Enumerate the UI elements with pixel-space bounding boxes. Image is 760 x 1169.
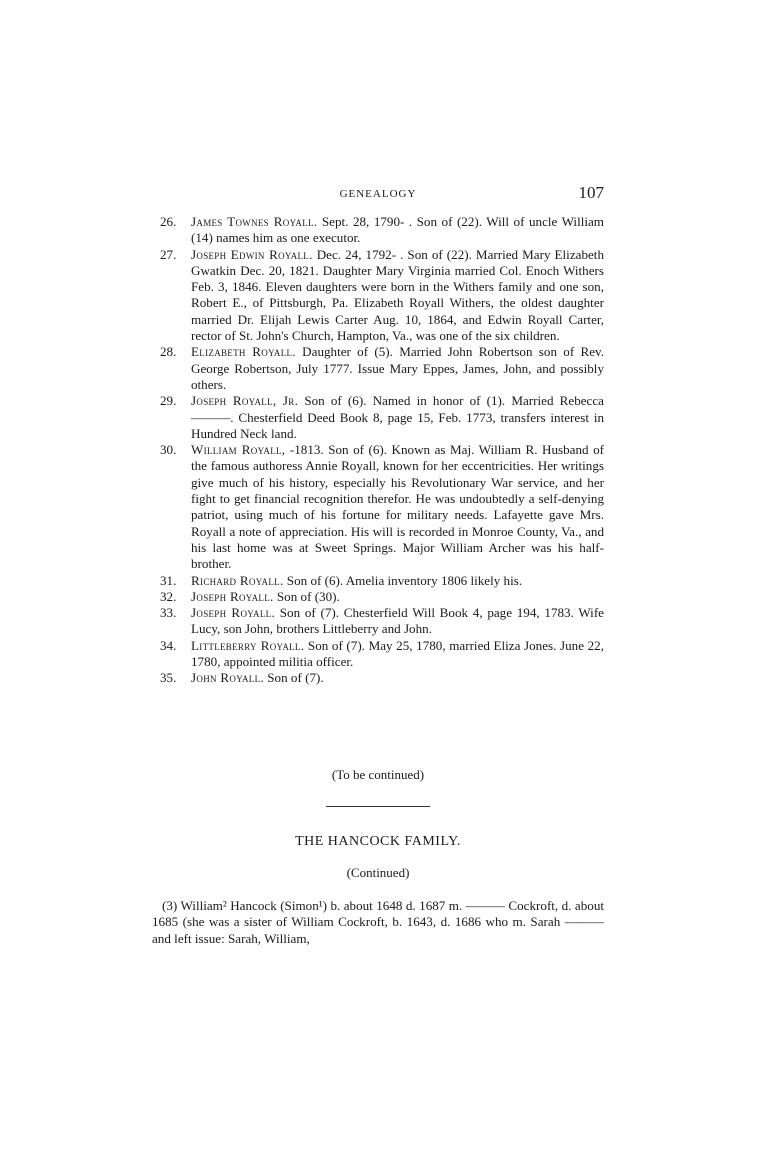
entry-name: Joseph Royall. xyxy=(191,605,276,621)
entry-name: James Townes Royall. xyxy=(191,214,318,229)
entry-number: 34. xyxy=(160,637,177,653)
entry-text: Son of (30). xyxy=(273,588,340,604)
page-number: 107 xyxy=(578,183,604,202)
genealogy-entries xyxy=(160,214,604,687)
genealogy-entry xyxy=(160,605,604,638)
entry-body xyxy=(191,589,604,605)
entry-text: -1813. Son of (6). Known as Maj. William R. Husband of the famous authoress Annie Royall, known for her eccentricities. Her writings give much of his history, especially his Revolutionary War service, and her fight to get financial recognition therefor. He was undoubtedly a self-denying patriot, using much of his fortune for military needs. Lafayette gave Mrs. Royall a note of appreciation. His will is recorded in Monroe County, Va., and his last home was at Sweet Springs. Major William Archer was his half-brother. xyxy=(191,442,604,572)
entry-name: Joseph Royall. xyxy=(191,588,274,604)
genealogy-entry xyxy=(160,247,604,345)
entry-body xyxy=(191,393,604,442)
entry-text: Son of (6). Amelia inventory 1806 likely his. xyxy=(283,572,523,588)
entry-text: Son of (7). Chesterfield Will Book 4, page 194, 1783. Wife Lucy, son John, brothers Littleberry and John. xyxy=(191,605,604,637)
entry-name: William Royall, xyxy=(191,442,286,458)
genealogy-entry xyxy=(160,442,604,572)
entry-text: Dec. 24, 1792- . Son of (22). Married Mary Elizabeth Gwatkin Dec. 20, 1821. Daughter Mary Virginia married Col. Enoch Withers Feb. 3, 1846. Eleven daughters were born in the Withers family and one son, Robert E., of Pittsburgh, Pa. Elizabeth Royall Withers, the oldest daughter married Dr. Elijah Lewis Carter Aug. 10, 1864, and Edwin Royall Carter, rector of St. John's Church, Hampton, Va., was one of the six children. xyxy=(191,246,604,344)
genealogy-entry xyxy=(160,638,604,671)
entry-text: Son of (7). May 25, 1780, married Eliza Jones. June 22, 1780, appointed militia officer. xyxy=(191,637,604,670)
entry-number: 31. xyxy=(160,572,177,588)
entry-body xyxy=(191,214,604,247)
genealogy-entry xyxy=(160,344,604,393)
entry-body xyxy=(191,442,604,572)
entry-body xyxy=(191,344,604,393)
running-title: GENEALOGY xyxy=(339,188,417,200)
genealogy-entry xyxy=(160,670,604,686)
entry-number: 26. xyxy=(160,214,177,229)
entry-number: 33. xyxy=(160,605,177,621)
to-be-continued-note: (To be continued) xyxy=(331,767,425,782)
entry-name: Littleberry Royall. xyxy=(191,637,305,653)
entry-name: Joseph Royall, Jr. xyxy=(191,393,299,409)
entry-number: 30. xyxy=(160,442,177,458)
entry-number: 35. xyxy=(160,670,177,686)
section-subtitle: (Continued) xyxy=(346,865,410,880)
entry-body xyxy=(191,670,604,686)
entry-text: Daughter of (5). Married John Robertson son of Rev. George Robertson, July 1777. Issue Mary Eppes, James, John, and possibly others. xyxy=(191,344,604,392)
entry-body xyxy=(191,605,604,638)
entry-number: 27. xyxy=(160,246,177,262)
entry-name: John Royall. xyxy=(191,670,264,686)
entry-text: Son of (6). Named in honor of (1). Married Rebecca ———. Chesterfield Deed Book 8, page 15, Feb. 1773, transfers interest in Hundred Neck land. xyxy=(191,393,604,441)
entry-body xyxy=(191,573,604,589)
genealogy-entry xyxy=(160,589,604,605)
entry-number: 29. xyxy=(160,393,177,409)
hancock-paragraph: (3) William² Hancock (Simon¹) b. about 1648 d. 1687 m. ——— Cockroft, d. about 1685 (she was a sister of William Cockroft, b. 1643, d. 1686 who m. Sarah ——— and left issue: Sarah, William, xyxy=(152,898,604,946)
running-header xyxy=(152,183,604,207)
entry-number: 28. xyxy=(160,344,177,360)
section-divider xyxy=(326,806,430,807)
entry-body xyxy=(191,638,604,671)
entry-name: Joseph Edwin Royall. xyxy=(191,246,313,262)
entry-name: Elizabeth Royall. xyxy=(191,344,296,360)
section-title: THE HANCOCK FAMILY. xyxy=(295,834,461,849)
entry-text: Son of (7). xyxy=(263,670,324,686)
entry-name: Richard Royall. xyxy=(191,572,284,588)
entry-text: Sept. 28, 1790- . Son of (22). Will of uncle William (14) names him as one executor. xyxy=(191,214,604,246)
genealogy-entry xyxy=(160,573,604,589)
genealogy-entry xyxy=(160,393,604,442)
entry-body xyxy=(191,247,604,345)
entry-number: 32. xyxy=(160,588,177,604)
genealogy-entry xyxy=(160,214,604,247)
